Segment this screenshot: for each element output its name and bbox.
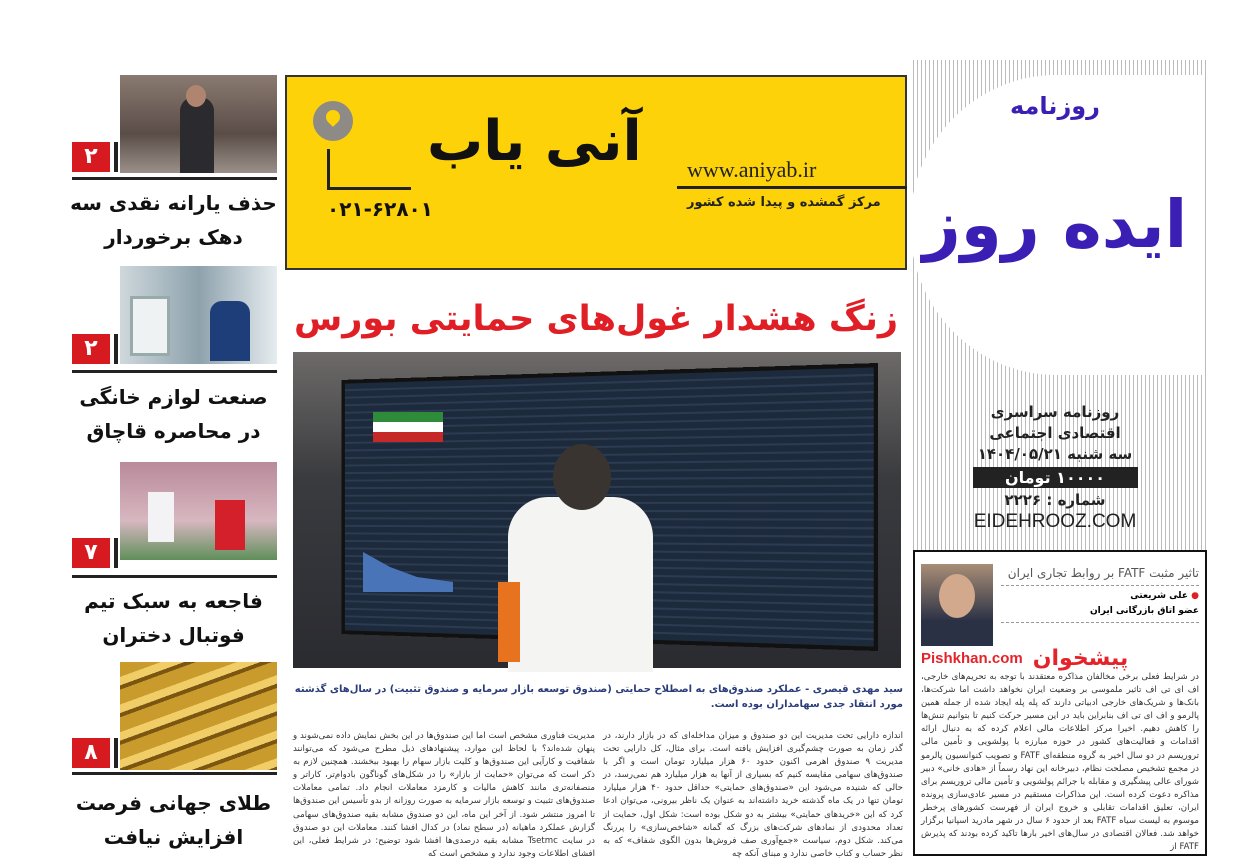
article-column-right: اندازه دارایی تحت مدیریت این دو صندوق و میزان مداخله‌ای که در بازار دارند، در گذر زمان به صورت چشم‌گیری افزایش یافته است. برای مثال، کل دارایی تحت مدیریت ۹ صندوق اهرمی اکنون حدود ۶۰ هزار میلیارد تومان است و اگر با صندوق‌های سهامی مقایسه کنیم که بسیاری از آنها به هزار میلیارد هم نمی‌رسد، در حالی که شنیده می‌شود این «صندوق‌های حمایتی» حداقل حدود ۴۰ هزار میلیارد تومان تنها در یک ماه گذشته خرید داشته‌اند به عنوان یک ناظر بیرونی، می‌توان ادعا کرد که این «خریدهای حمایتی» بیشتر به دو شکل بوده است: شکل اول، حمایت از تعداد محدودی از نمادهای شرکت‌های بزرگ که گمانه «شاخص‌سازی» را پررنگ می‌کند. شکل دوم، سیاست «جمع‌آوری صف فروش‌ها بدون الگوی شفاف» که به نظر حساب و کتاب خاصی ندارد و مبنای آنکه چه (603, 731, 904, 859)
sidebar-headline[interactable]: صنعت لوازم خانگی در محاصره قاچاق (79, 385, 268, 443)
ad-url[interactable]: www.aniyab.ir (687, 157, 817, 182)
page-number-badge: ۲ (72, 334, 110, 364)
author-name: علی شریعتی (1130, 591, 1188, 601)
page-number-badge: ۷ (72, 538, 110, 568)
divider (72, 575, 277, 578)
article-column-left: مدیریت فناوری مشخص است اما این صندوق‌ها در این بخش نمایش داده نمی‌شوند و پنهان شده‌اند؟ با لحاظ این موارد، پیشنهادهای ذیل مطرح می‌شود که می‌توانند شفافیت و کارآیی این صندوق‌ها و کلیت بازار سهام را بهبود ببخشند. همچنین لازم به ذکر است که می‌توان «حمایت از بازار» را در شکل‌های گوناگون بادوام‌تر، کاراتر و منصفانه‌تری مانند کاهش مالیات و کارمزد معاملات انجام داد. تمامی معاملات صندوق‌های تثبیت و توسعه بازار سرمایه به صورت روزانه از بدو تأسیس این صندوق‌ها تا امروز منتشر شود. از آخر این ماه، این دو صندوق مشابه بقیه صندوق‌های سهامی گزارش عملکرد ماهیانه (در سطح نماد) در کدال افشا کنند. معاملات این دو صندوق در سایت Tsetmc مشابه بقیه درصدی‌ها افشا شود توضیح: در شرایط فعلی، این افشای اطلاعات وجود ندارد و مشخص است که (293, 731, 596, 859)
street-photo (120, 75, 277, 173)
stock-exchange-photo (293, 352, 901, 668)
masthead (910, 60, 1206, 550)
ad-brand: آنی یاب (427, 109, 642, 174)
masthead-subtitle: روزنامه سراسری (990, 403, 1120, 421)
divider (72, 772, 277, 775)
location-pin-icon (313, 101, 353, 141)
appliance-factory-photo (120, 266, 277, 364)
divider (72, 177, 277, 180)
sidebar-headline[interactable]: حذف یارانه نقدی سه دهک برخوردار (70, 191, 277, 249)
issue-date: سه شنبه ۱۴۰۴/۰۵/۲۱ (977, 445, 1133, 463)
sidebar-headline[interactable]: فاجعه به سبک تیم فوتبال دختران (84, 589, 263, 647)
masthead-logo: ایده روز (922, 186, 1188, 263)
article-lead: سید مهدی قیصری - عملکرد صندوق‌های به اصطلاح حمایتی (صندوق توسعه بازار سرمایه و صندوق تثبیت) در سال‌های گذشته مورد انتقاد جدی سهامداران بوده است. (294, 684, 903, 710)
arrow-icon: ● (1191, 591, 1199, 601)
masthead-subtitle: اقتصادی اجتماعی (989, 424, 1121, 442)
website[interactable]: EIDEHROOZ.COM (973, 511, 1137, 532)
watermark-url: Pishkhan.com (921, 650, 1023, 667)
opinion-title[interactable]: تاثیر مثبت FATF بر روابط تجاری ایران (1001, 564, 1199, 586)
issue-number: شماره : ۲۲۲۶ (1004, 491, 1106, 509)
ad-phone: ۰۲۱-۶۲۸۰۱ (327, 197, 433, 221)
opinion-box (913, 550, 1207, 856)
page-number-badge: ۲ (72, 142, 110, 172)
aniyab-advertisement[interactable] (285, 75, 907, 270)
man-figure (508, 497, 653, 672)
watermark-logo: پیشخوان (1032, 646, 1129, 671)
main-headline[interactable]: زنگ هشدار غول‌های حمایتی بورس (293, 299, 899, 339)
opinion-body: در شرایط فعلی برخی مخالفان مذاکره معتقدند با توجه به تحریم‌های خارجی، اف ای تی اف تاثیر ملموسی بر وضعیت ایران نخواهد داشت اما شرکت‌ها، بانک‌ها و شریک‌های خارجی ادبیاتی دارند که پله پله ایجاد شده از جمله همین پالرمو و اف ای تی اف بنابراین باید در این مسیر حرکت کنیم تا بتوانیم تنش‌ها را کاهش دهیم. اخیرا مرکز اطلاعات مالی اعلام کرده که به دنبال ارائه اقدامات و فعالیت‌های کشور در حوزه مبارزه با پولشویی و تأمین مالی تروریسم در دو سال اخیر به گروه منطقه‌ای FATF و تصویب کنوانسیون پالرمو در مجمع تشخیص مصلحت نظام، دبیرخانه این نهاد رسماً از «هادی خانی» دبیر شورای عالی پیشگیری و مقابله با جرائم پولشویی و تأمین مالی تروریسم برای مذاکره دعوت کرده است. این مذاکرات مستقیم در مسیر عادی‌سازی پرونده ایران، تعلیق اقدامات تقابلی و خروج ایران از فهرست کشورهای پرخطر موسوم به لیست سیاه FATF بعد از حدود ۶ سال در شهر مادرید اسپانیا برگزار خواهد شد. فعالان اقتصادی در سال‌های اخیر بارها تاکید کرده بودند که پذیرش FATF از (921, 672, 1199, 853)
page-number-badge: ۸ (72, 738, 110, 768)
sidebar-headline[interactable]: طلای جهانی فرصت افزایش نیافت (75, 791, 272, 849)
ad-tagline: مرکز گمشده و پیدا شده کشور (687, 195, 881, 210)
masthead-prefix: روزنامه (1010, 92, 1100, 120)
watermark (921, 646, 1199, 671)
gold-bars-photo (120, 662, 277, 770)
author-role: عضو اتاق بازرگانی ایران (1090, 606, 1199, 616)
price-badge: ۱۰۰۰۰ تومان (973, 467, 1138, 488)
football-photo (120, 462, 277, 560)
author-photo (921, 564, 993, 646)
divider (72, 370, 277, 373)
